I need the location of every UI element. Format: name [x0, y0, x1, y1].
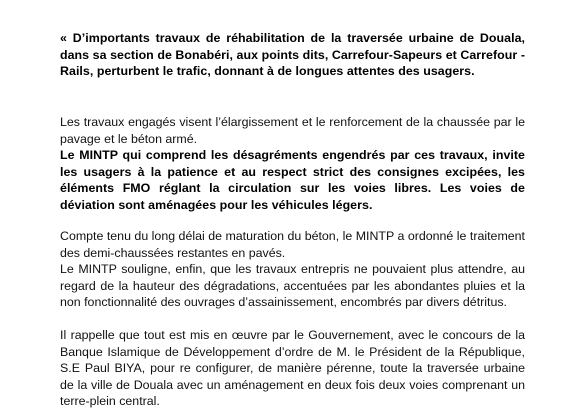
- mintp-emphasis-paragraph: Le MINTP souligne, enfin, que les travaux entrepris ne pouvaient plus attendre, au regard de la hauteur des dégradations, accentuées par les abondantes pluies et la non fonctionnalité des ouvrages d’assainissement, encombrés par divers détritus.: [60, 262, 525, 310]
- concrete-maturation-paragraph: Compte tenu du long délai de maturation du béton, le MINTP a ordonné le traitement des demi-chaussées restantes en pavés.: [60, 229, 525, 260]
- government-reminder-paragraph: Il rappelle que tout est mis en œuvre par le Gouvernement, avec le concours de la Banque Islamique de Développement d’ordre de M. le Président de la République, S.E Paul BIYA, pour re configurer, de manière pérenne, toute la traversée urbaine de la ville de Douala avec un aménagement en deux fois deux voies comprenant un terre-plein central.: [60, 328, 525, 409]
- intro-quote-paragraph: « D’importants travaux de réhabilitation de la traversée urbaine de Douala, dans sa section de Bonabéri, aux points dits, Carrefour-Sapeurs et Carrefour -Rails, perturbent le trafic, donnant à de longues attentes des usagers.: [60, 31, 525, 79]
- works-purpose-paragraph: Les travaux engagés visent l’élargissement et le renforcement de la chaussée par le pavage et le béton armé.: [60, 115, 525, 146]
- mintp-patience-paragraph: Le MINTP qui comprend les désagréments engendrés par ces travaux, invite les usagers à la patience et au respect strict des consignes excipées, les éléments FMO réglant la circulation sur les voies libres. Les voies de déviation sont aménagées pour les véhicules légers.: [60, 148, 525, 212]
